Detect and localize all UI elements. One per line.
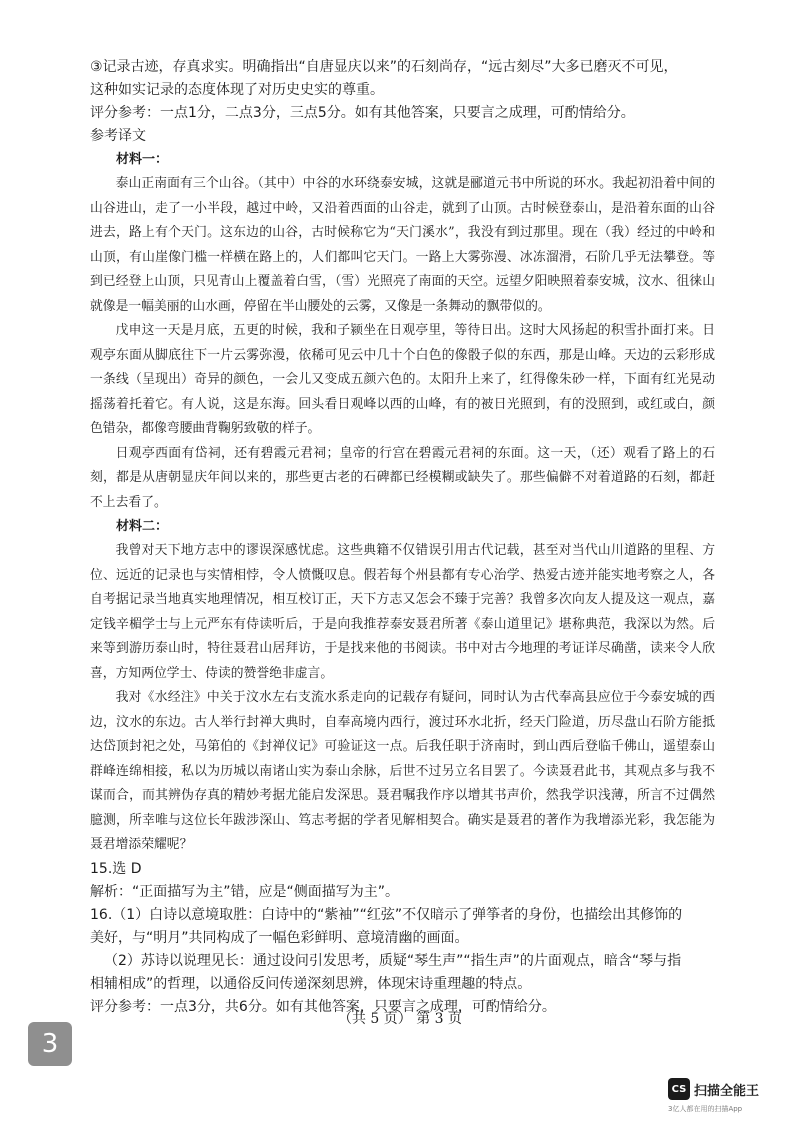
watermark-app-name: 扫描全能王: [694, 1084, 760, 1099]
q16-part1-cont: 美好，与“明月”共同构成了一幅色彩鲜明、意境清幽的画面。: [90, 929, 469, 946]
q16-part2-cont: 相辅相成”的哲理，以通俗反问传递深刻思辨，体现宋诗重理趣的特点。: [90, 975, 532, 992]
answer-point-3-line2: 这种如实记录的态度体现了对历史史实的尊重。: [90, 82, 384, 98]
scoring-reference-16: 评分参考：一点3分，共6分。如有其他答案，只要言之成理，可酌情给分。: [90, 998, 556, 1015]
material1-paragraph: 日观亭西面有岱祠，还有碧霞元君祠；皇帝的行宫在碧霞元君祠的东面。这一天，（还）观看了路上的石刻，都是从唐朝显庆年间以来的，那些更古老的石碑都已经模糊或缺失了。那些偏僻不对着道路的石刻，都赶不上去看了。: [90, 445, 715, 510]
camscanner-logo-icon: CS: [668, 1078, 690, 1100]
answer-point-3-line1: ③记录古迹，存真求实。明确指出“自唐显庆以来”的石刻尚存，“远古刻尽”大多已磨灭不可见，: [90, 59, 678, 75]
translation-title: 参考译文: [90, 128, 146, 144]
material1-label: 材料一：: [116, 152, 169, 167]
page-number-badge: 3: [28, 1022, 72, 1066]
scanner-watermark: [668, 1078, 786, 1122]
watermark-tagline: 3亿人都在用的扫描App: [668, 1105, 743, 1113]
material2-paragraph: 我曾对天下地方志中的谬误深感忧虑。这些典籍不仅错误引用古代记载，甚至对当代山川道路的里程、方位、远近的记录也与实情相悖，令人愤慨叹息。假若每个州县都有专心治学、热爱古迹并能实地考察之人，各自考据记录当地真实地理情况，相互校订正，天下方志又怎会不臻于完善？我曾多次向友人提及这一观点，嘉定钱辛楣学士与上元严东有侍读听后，于是向我推荐泰安聂君所著《泰山道里记》堪称典范，我深以为然。后来等到游历泰山时，特往聂君山居拜访，于是找来他的书阅读。书中对古今地理的考证详尽确凿，读来令人欣喜，方知两位学士、侍读的赞誉绝非虚言。: [90, 543, 715, 681]
q16-part2: （2）苏诗以说理见长：通过设问引发思考，质疑“琴生声”“指生声”的片面观点，暗含“琴与指: [104, 952, 682, 969]
scoring-reference-14: 评分参考：一点1分，二点3分，三点5分。如有其他答案，只要言之成理，可酌情给分。: [90, 105, 635, 121]
page-content: [90, 56, 715, 1019]
material1-paragraph: 戊申这一天是月底，五更的时候，我和子颍坐在日观亭里，等待日出。这时大风扬起的积雪扑面打来。日观亭东面从脚底往下一片云雾弥漫，依稀可见云中几十个白色的像骰子似的东西，那是山峰。天边的云彩形成一条线（呈现出）奇异的颜色，一会儿又变成五颜六色的。太阳升上来了，红得像朱砂一样，下面有红光晃动摇荡着托着它。有人说，这是东海。回头看日观峰以西的山峰，有的被日光照到，有的没照到，或红或白，颜色错杂，都像弯腰曲背鞠躬致敬的样子。: [90, 323, 715, 436]
material2-label: 材料二：: [116, 519, 169, 534]
q15-answer: 15.选 D: [90, 860, 142, 877]
q15-analysis: 解析：“正面描写为主”错，应是“侧面描写为主”。: [90, 883, 400, 900]
page-footer: （共 5 页） 第 3 页: [337, 1011, 463, 1027]
material2-paragraph: 我对《水经注》中关于汶水左右支流水系走向的记载存有疑问，同时认为古代奉高县应位于今泰安城的西边，汶水的东边。古人举行封禅大典时，自奉高境内西行，渡过环水北折，经天门险道，历尽盘山石阶方能抵达岱顶封祀之处，马第伯的《封禅仪记》可验证这一点。后我任职于济南时，到山西后登临千佛山，遥望泰山群峰连绵相接，私以为历城以南诸山实为泰山余脉，后世不过另立名目罢了。今读聂君此书，其观点多与我不谋而合，而其辨伪存真的精妙考据尤能启发深思。聂君嘱我作序以增其书声价，然我学识浅薄，所言不过偶然臆测，所幸唯与这位长年跋涉深山、笃志考据的学者见解相契合。确实是聂君的著作为我增添光彩，我怎能为聂君增添荣耀呢？: [90, 690, 715, 852]
q16-part1: 16.（1）白诗以意境取胜：白诗中的“紫袖”“红弦”不仅暗示了弹筝者的身份，也描绘出其修饰的: [90, 906, 683, 923]
material1-paragraph: 泰山正南面有三个山谷。（其中）中谷的水环绕泰安城，这就是郦道元书中所说的环水。我起初沿着中间的山谷进山，走了一小半段，越过中岭，又沿着西面的山谷走，就到了山顶。古时候登泰山，是沿着东面的山谷进去，路上有个天门。这东边的山谷，古时候称它为“天门溪水”，我没有到过那里。现在（我）经过的中岭和山顶，有山崖像门槛一样横在路上的，人们都叫它天门。一路上大雾弥漫、冰冻溜滑，石阶几乎无法攀登。等到已经登上山顶，只见青山上覆盖着白雪，（雪）光照亮了南面的天空。远望夕阳映照着泰安城，汶水、徂徕山就像是一幅美丽的山水画，停留在半山腰处的云雾，又像是一条舞动的飘带似的。: [90, 176, 715, 314]
